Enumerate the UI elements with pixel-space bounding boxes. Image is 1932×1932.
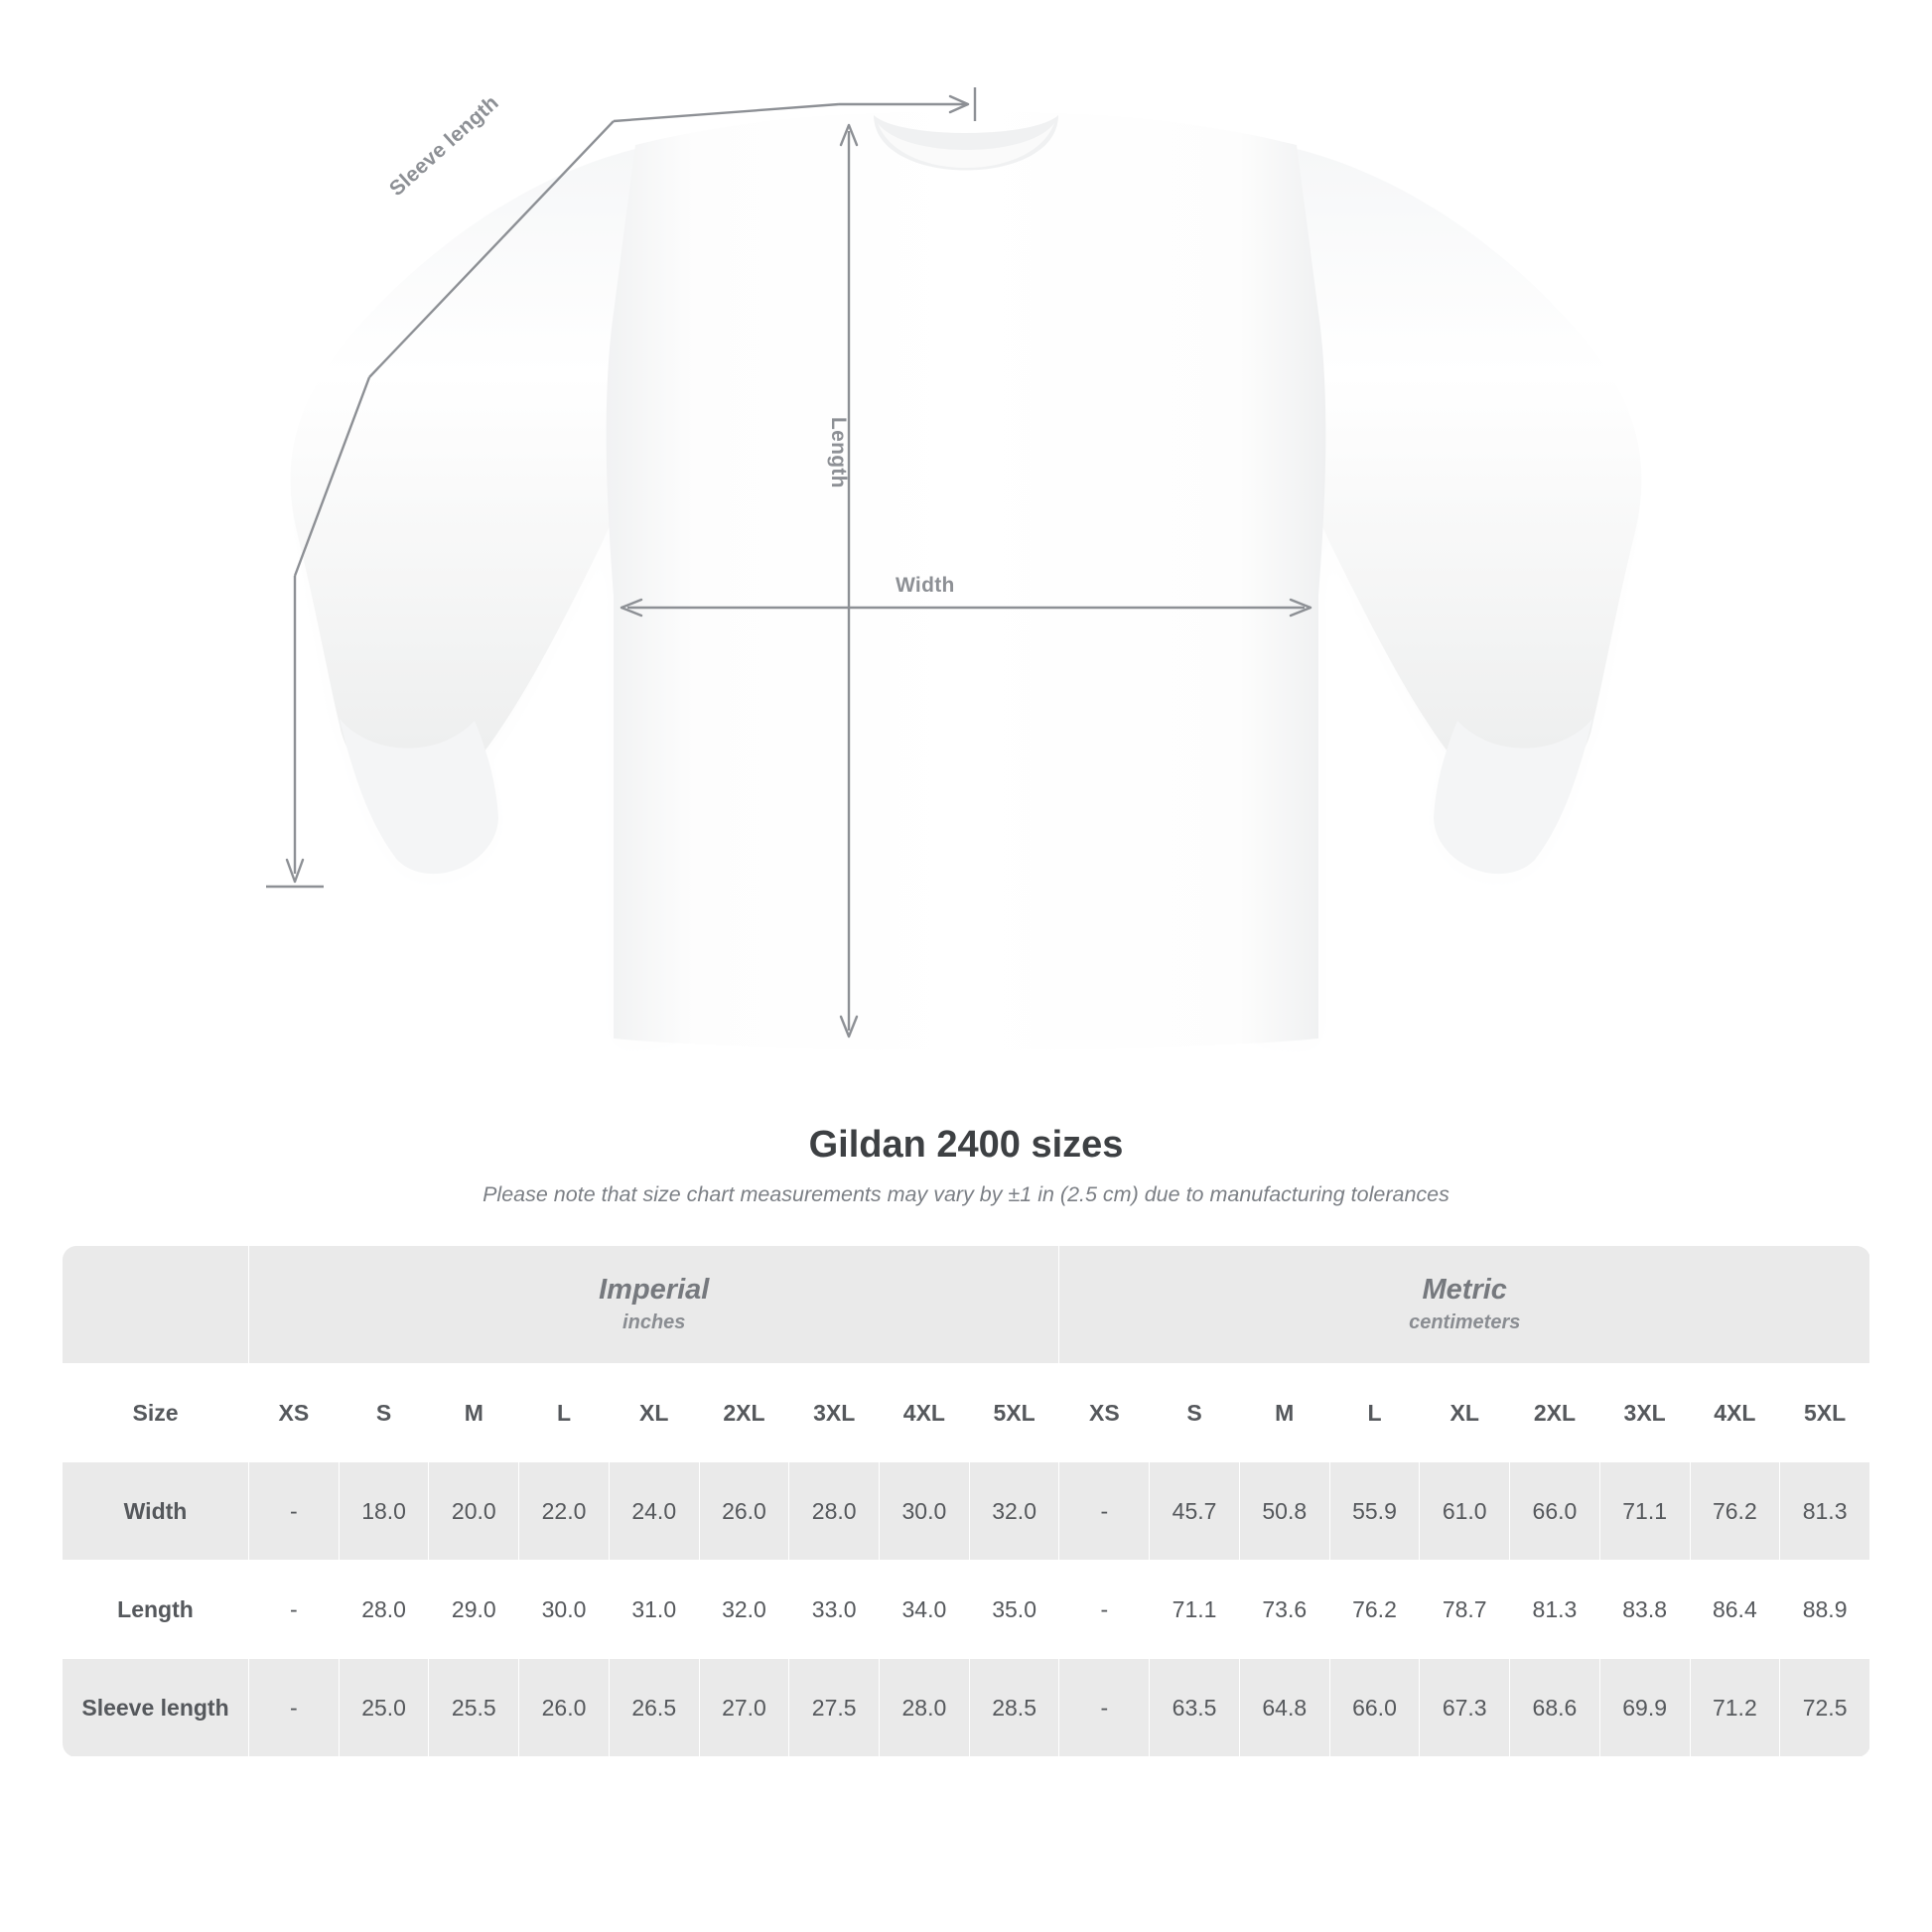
cell-sleeve-imperial-4xl: 28.0 [880,1659,970,1757]
cell-sleeve-imperial-2xl: 27.0 [699,1659,789,1757]
cell-sleeve-metric-m: 64.8 [1239,1659,1329,1757]
unit-group-metric [1059,1246,1870,1364]
table-row [63,1561,1870,1659]
size-header-imperial-xl: XL [609,1364,699,1462]
size-header-imperial-4xl: 4XL [880,1364,970,1462]
row-label-sleeve-length: Sleeve length [63,1659,249,1757]
row-label-width: Width [63,1462,249,1561]
size-header-metric-xs: XS [1059,1364,1150,1462]
cell-sleeve-metric-4xl: 71.2 [1690,1659,1780,1757]
cell-sleeve-metric-5xl: 72.5 [1780,1659,1870,1757]
cell-length-imperial-2xl: 32.0 [699,1561,789,1659]
cell-length-imperial-xl: 31.0 [609,1561,699,1659]
cell-width-imperial-l: 22.0 [519,1462,610,1561]
size-header-metric-s: S [1150,1364,1240,1462]
cell-width-metric-5xl: 81.3 [1780,1462,1870,1561]
cell-length-metric-m: 73.6 [1239,1561,1329,1659]
cell-length-metric-2xl: 81.3 [1510,1561,1600,1659]
cell-sleeve-imperial-5xl: 28.5 [969,1659,1059,1757]
size-header-metric-2xl: 2XL [1510,1364,1600,1462]
cell-width-metric-l: 55.9 [1329,1462,1420,1561]
size-header-imperial-2xl: 2XL [699,1364,789,1462]
cell-length-metric-l: 76.2 [1329,1561,1420,1659]
cell-width-metric-2xl: 66.0 [1510,1462,1600,1561]
cell-sleeve-imperial-3xl: 27.5 [789,1659,880,1757]
cell-length-metric-s: 71.1 [1150,1561,1240,1659]
cell-length-metric-4xl: 86.4 [1690,1561,1780,1659]
cell-width-metric-s: 45.7 [1150,1462,1240,1561]
unit-group-row [63,1246,1870,1364]
cell-width-imperial-xs: - [249,1462,340,1561]
cell-width-imperial-4xl: 30.0 [880,1462,970,1561]
cell-sleeve-imperial-l: 26.0 [519,1659,610,1757]
table-row [63,1462,1870,1561]
cell-width-metric-4xl: 76.2 [1690,1462,1780,1561]
size-header-metric-5xl: 5XL [1780,1364,1870,1462]
cell-length-imperial-xs: - [249,1561,340,1659]
unit-group-metric-name: Metric [1422,1273,1507,1306]
cell-width-imperial-3xl: 28.0 [789,1462,880,1561]
size-chart-table [62,1245,1870,1757]
cell-sleeve-metric-s: 63.5 [1150,1659,1240,1757]
size-header-label: Size [63,1364,249,1462]
table-row [63,1659,1870,1757]
cell-length-imperial-l: 30.0 [519,1561,610,1659]
size-header-metric-m: M [1239,1364,1329,1462]
cell-length-metric-3xl: 83.8 [1599,1561,1690,1659]
chart-header [0,1124,1932,1207]
cell-sleeve-imperial-m: 25.5 [429,1659,519,1757]
cell-length-imperial-5xl: 35.0 [969,1561,1059,1659]
size-header-imperial-xs: XS [249,1364,340,1462]
cell-length-imperial-s: 28.0 [339,1561,429,1659]
sleeve-length-dimension-label: Sleeve length [385,90,503,202]
cell-sleeve-imperial-xs: - [249,1659,340,1757]
size-header-metric-4xl: 4XL [1690,1364,1780,1462]
size-header-metric-3xl: 3XL [1599,1364,1690,1462]
width-dimension-label: Width [896,574,955,597]
size-header-imperial-s: S [339,1364,429,1462]
size-chart-table-wrapper [62,1245,1870,1757]
cell-length-imperial-4xl: 34.0 [880,1561,970,1659]
size-header-row [63,1364,1870,1462]
unit-group-imperial-sub: inches [622,1311,686,1334]
cell-length-imperial-m: 29.0 [429,1561,519,1659]
cell-width-imperial-5xl: 32.0 [969,1462,1059,1561]
cell-length-metric-xs: - [1059,1561,1150,1659]
unit-group-imperial-name: Imperial [599,1273,710,1306]
unit-group-imperial [249,1246,1059,1364]
page-title: Gildan 2400 sizes [808,1124,1124,1166]
size-header-imperial-3xl: 3XL [789,1364,880,1462]
tolerance-note: Please note that size chart measurements may vary by ±1 in (2.5 cm) due to manufacturing tolerances [483,1182,1449,1206]
cell-length-metric-xl: 78.7 [1420,1561,1510,1659]
unit-group-metric-sub: centimeters [1409,1311,1521,1334]
size-header-imperial-m: M [429,1364,519,1462]
cell-width-imperial-s: 18.0 [339,1462,429,1561]
cell-width-imperial-m: 20.0 [429,1462,519,1561]
cell-width-metric-m: 50.8 [1239,1462,1329,1561]
cell-width-metric-xl: 61.0 [1420,1462,1510,1561]
cell-sleeve-metric-3xl: 69.9 [1599,1659,1690,1757]
cell-sleeve-imperial-xl: 26.5 [609,1659,699,1757]
cell-sleeve-metric-xs: - [1059,1659,1150,1757]
cell-sleeve-metric-xl: 67.3 [1420,1659,1510,1757]
size-header-metric-xl: XL [1420,1364,1510,1462]
cell-width-metric-xs: - [1059,1462,1150,1561]
cell-width-imperial-xl: 24.0 [609,1462,699,1561]
size-header-imperial-l: L [519,1364,610,1462]
cell-sleeve-imperial-s: 25.0 [339,1659,429,1757]
size-header-metric-l: L [1329,1364,1420,1462]
cell-length-imperial-3xl: 33.0 [789,1561,880,1659]
row-label-length: Length [63,1561,249,1659]
cell-sleeve-metric-2xl: 68.6 [1510,1659,1600,1757]
unit-row-corner [63,1246,249,1364]
size-header-imperial-5xl: 5XL [969,1364,1059,1462]
cell-width-imperial-2xl: 26.0 [699,1462,789,1561]
length-dimension-label: Length [827,417,850,488]
cell-sleeve-metric-l: 66.0 [1329,1659,1420,1757]
cell-width-metric-3xl: 71.1 [1599,1462,1690,1561]
cell-length-metric-5xl: 88.9 [1780,1561,1870,1659]
